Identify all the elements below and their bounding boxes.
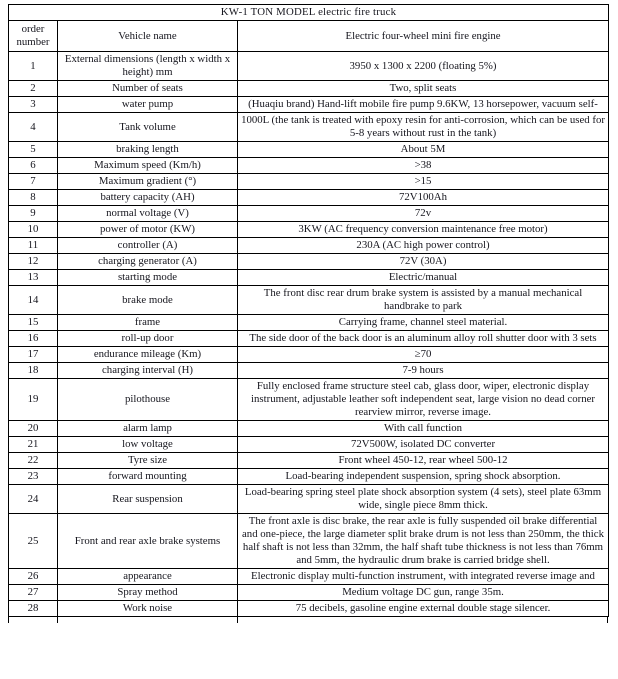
vehicle-name-cell: frame bbox=[58, 315, 238, 331]
spec-value-cell: About 5M bbox=[238, 142, 609, 158]
vehicle-name-cell: Rear suspension bbox=[58, 485, 238, 514]
order-number-cell: 16 bbox=[9, 331, 58, 347]
vehicle-name-cell: Number of seats bbox=[58, 81, 238, 97]
table-row bbox=[9, 569, 609, 585]
vehicle-name-cell: brake mode bbox=[58, 286, 238, 315]
stub-col2-border bbox=[237, 617, 238, 623]
spec-value-cell: (Huaqiu brand) Hand-lift mobile fire pump 9.6KW, 13 horsepower, vacuum self- bbox=[238, 97, 609, 113]
spec-value-cell: Fully enclosed frame structure steel cab, glass door, wiper, electronic display instrument, adjustable leather soft independent seat, large vision no dead corner rearview mirror, reverse image. bbox=[238, 379, 609, 421]
vehicle-name-cell: starting mode bbox=[58, 270, 238, 286]
spec-value-cell: ≥70 bbox=[238, 347, 609, 363]
table-row bbox=[9, 485, 609, 514]
header-order-number: order number bbox=[9, 21, 58, 52]
order-number-cell: 8 bbox=[9, 190, 58, 206]
spec-value-cell: With call function bbox=[238, 421, 609, 437]
table-title: KW-1 TON MODEL electric fire truck bbox=[9, 5, 609, 21]
table-bottom-stubs bbox=[8, 617, 608, 624]
table-row bbox=[9, 379, 609, 421]
table-row bbox=[9, 142, 609, 158]
spec-value-cell: The side door of the back door is an aluminum alloy roll shutter door with 3 sets bbox=[238, 331, 609, 347]
spec-value-cell: >15 bbox=[238, 174, 609, 190]
vehicle-name-cell: alarm lamp bbox=[58, 421, 238, 437]
order-number-cell: 7 bbox=[9, 174, 58, 190]
order-number-cell: 11 bbox=[9, 238, 58, 254]
table-row bbox=[9, 315, 609, 331]
vehicle-name-cell: Work noise bbox=[58, 601, 238, 617]
table-row bbox=[9, 514, 609, 569]
title-row bbox=[9, 5, 609, 21]
table-row bbox=[9, 363, 609, 379]
vehicle-name-cell: roll-up door bbox=[58, 331, 238, 347]
order-number-cell: 26 bbox=[9, 569, 58, 585]
order-number-cell: 24 bbox=[9, 485, 58, 514]
table-row bbox=[9, 469, 609, 485]
table-row bbox=[9, 331, 609, 347]
table-row bbox=[9, 601, 609, 617]
order-number-cell: 14 bbox=[9, 286, 58, 315]
table-row bbox=[9, 81, 609, 97]
table-row bbox=[9, 585, 609, 601]
table-row bbox=[9, 437, 609, 453]
order-number-cell: 23 bbox=[9, 469, 58, 485]
vehicle-name-cell: forward mounting bbox=[58, 469, 238, 485]
vehicle-name-cell: charging generator (A) bbox=[58, 254, 238, 270]
order-number-cell: 12 bbox=[9, 254, 58, 270]
vehicle-name-cell: controller (A) bbox=[58, 238, 238, 254]
spec-value-cell: Carrying frame, channel steel material. bbox=[238, 315, 609, 331]
spec-value-cell: 75 decibels, gasoline engine external double stage silencer. bbox=[238, 601, 609, 617]
spec-value-cell: 3KW (AC frequency conversion maintenance free motor) bbox=[238, 222, 609, 238]
table-row bbox=[9, 453, 609, 469]
table-row bbox=[9, 190, 609, 206]
header-vehicle-name: Vehicle name bbox=[58, 21, 238, 52]
spec-value-cell: Load-bearing independent suspension, spring shock absorption. bbox=[238, 469, 609, 485]
table-row bbox=[9, 97, 609, 113]
table-row bbox=[9, 286, 609, 315]
order-number-cell: 13 bbox=[9, 270, 58, 286]
spec-value-cell: Load-bearing spring steel plate shock absorption system (4 sets), steel plate 63mm wide, single piece 8mm thick. bbox=[238, 485, 609, 514]
table-row bbox=[9, 174, 609, 190]
vehicle-name-cell: External dimensions (length x width x height) mm bbox=[58, 52, 238, 81]
order-number-cell: 25 bbox=[9, 514, 58, 569]
stub-col1-border bbox=[57, 617, 58, 623]
order-number-cell: 5 bbox=[9, 142, 58, 158]
spec-table bbox=[8, 4, 609, 617]
spec-value-cell: 72V100Ah bbox=[238, 190, 609, 206]
order-number-cell: 17 bbox=[9, 347, 58, 363]
table-row bbox=[9, 254, 609, 270]
table-row bbox=[9, 238, 609, 254]
order-number-cell: 6 bbox=[9, 158, 58, 174]
vehicle-name-cell: Front and rear axle brake systems bbox=[58, 514, 238, 569]
order-number-cell: 19 bbox=[9, 379, 58, 421]
vehicle-name-cell: Maximum speed (Km/h) bbox=[58, 158, 238, 174]
vehicle-name-cell: power of motor (KW) bbox=[58, 222, 238, 238]
spec-value-cell: Electronic display multi-function instrument, with integrated reverse image and bbox=[238, 569, 609, 585]
order-number-cell: 21 bbox=[9, 437, 58, 453]
header-row bbox=[9, 21, 609, 52]
table-row bbox=[9, 347, 609, 363]
vehicle-name-cell: battery capacity (AH) bbox=[58, 190, 238, 206]
order-number-cell: 15 bbox=[9, 315, 58, 331]
table-row bbox=[9, 113, 609, 142]
table-row bbox=[9, 52, 609, 81]
vehicle-name-cell: Tyre size bbox=[58, 453, 238, 469]
vehicle-name-cell: low voltage bbox=[58, 437, 238, 453]
spec-value-cell: Two, split seats bbox=[238, 81, 609, 97]
vehicle-name-cell: endurance mileage (Km) bbox=[58, 347, 238, 363]
header-vehicle-value: Electric four-wheel mini fire engine bbox=[238, 21, 609, 52]
spec-value-cell: 72V500W, isolated DC converter bbox=[238, 437, 609, 453]
spec-value-cell: The front disc rear drum brake system is assisted by a manual mechanical handbrake to park bbox=[238, 286, 609, 315]
order-number-cell: 22 bbox=[9, 453, 58, 469]
table-row bbox=[9, 222, 609, 238]
vehicle-name-cell: appearance bbox=[58, 569, 238, 585]
order-number-cell: 20 bbox=[9, 421, 58, 437]
spec-value-cell: 72V (30A) bbox=[238, 254, 609, 270]
table-row bbox=[9, 206, 609, 222]
spec-value-cell: Front wheel 450-12, rear wheel 500-12 bbox=[238, 453, 609, 469]
order-number-cell: 27 bbox=[9, 585, 58, 601]
spec-value-cell: Medium voltage DC gun, range 35m. bbox=[238, 585, 609, 601]
spec-table-container bbox=[8, 4, 608, 624]
spec-value-cell: 3950 x 1300 x 2200 (floating 5%) bbox=[238, 52, 609, 81]
spec-value-cell: 230A (AC high power control) bbox=[238, 238, 609, 254]
stub-right-edge bbox=[607, 617, 608, 623]
spec-value-cell: 1000L (the tank is treated with epoxy resin for anti-corrosion, which can be used for 5-8 years without rust in the tank) bbox=[238, 113, 609, 142]
vehicle-name-cell: charging interval (H) bbox=[58, 363, 238, 379]
vehicle-name-cell: Tank volume bbox=[58, 113, 238, 142]
order-number-cell: 18 bbox=[9, 363, 58, 379]
spec-value-cell: >38 bbox=[238, 158, 609, 174]
order-number-cell: 4 bbox=[9, 113, 58, 142]
order-number-cell: 10 bbox=[9, 222, 58, 238]
table-row bbox=[9, 158, 609, 174]
spec-value-cell: The front axle is disc brake, the rear axle is fully suspended oil brake differential and one-piece, the large diameter split brake drum is not less than 250mm, the thick half shaft is not less than 32mm, the half shaft tube thickness is not less than 76mm and 5mm, the hydraulic drum brake is carried bridge shell. bbox=[238, 514, 609, 569]
vehicle-name-cell: water pump bbox=[58, 97, 238, 113]
order-number-cell: 1 bbox=[9, 52, 58, 81]
vehicle-name-cell: pilothouse bbox=[58, 379, 238, 421]
stub-left-edge bbox=[8, 617, 9, 623]
order-number-cell: 3 bbox=[9, 97, 58, 113]
order-number-cell: 28 bbox=[9, 601, 58, 617]
table-row bbox=[9, 421, 609, 437]
spec-value-cell: 72v bbox=[238, 206, 609, 222]
vehicle-name-cell: normal voltage (V) bbox=[58, 206, 238, 222]
vehicle-name-cell: braking length bbox=[58, 142, 238, 158]
spec-value-cell: Electric/manual bbox=[238, 270, 609, 286]
order-number-cell: 9 bbox=[9, 206, 58, 222]
vehicle-name-cell: Spray method bbox=[58, 585, 238, 601]
spec-value-cell: 7-9 hours bbox=[238, 363, 609, 379]
order-number-cell: 2 bbox=[9, 81, 58, 97]
table-row bbox=[9, 270, 609, 286]
vehicle-name-cell: Maximum gradient (°) bbox=[58, 174, 238, 190]
